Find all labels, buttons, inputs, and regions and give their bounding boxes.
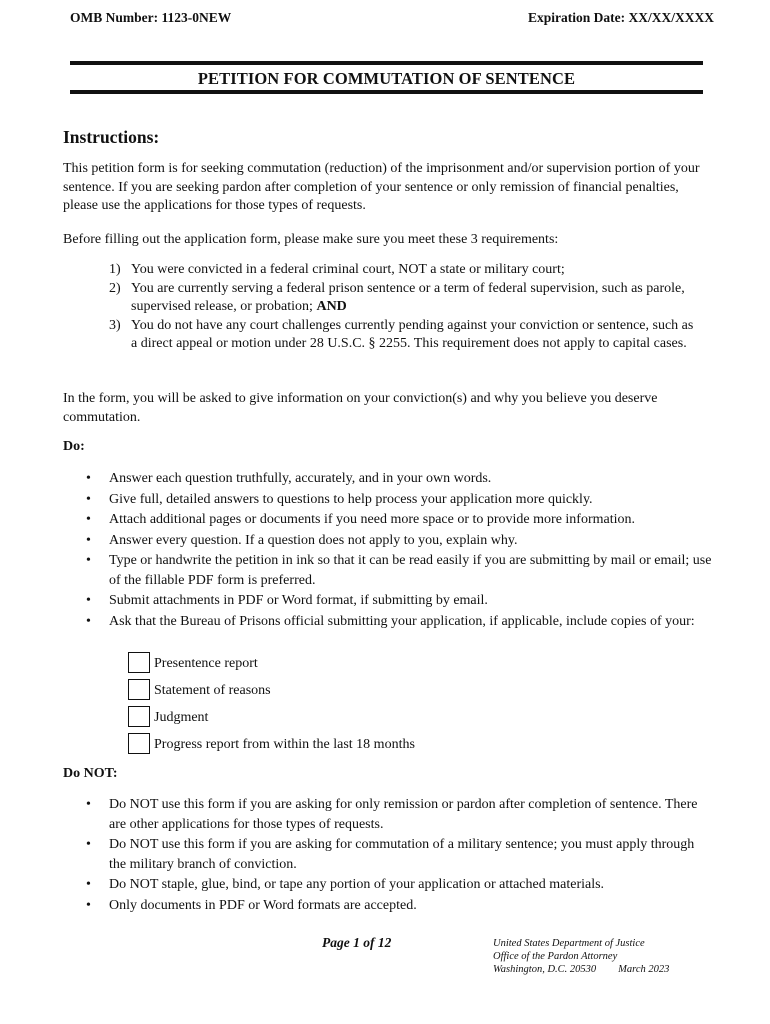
requirement-text: You were convicted in a federal criminal court, NOT a state or military court;: [131, 262, 565, 277]
requirement-item: [0, 280, 702, 317]
requirements-list: [0, 261, 702, 354]
revision-date: March 2023: [618, 964, 670, 975]
title-rule-bottom: [70, 90, 703, 94]
requirement-number: 2): [109, 280, 121, 296]
do-item-text: Ask that the Bureau of Prisons official submitting your application, if applicable, include copies of your:: [109, 613, 695, 629]
do-not-item-text: Do NOT use this form if you are asking for commutation of a military sentence; you must apply through the military branch of conviction.: [109, 837, 695, 872]
progress-report-checkbox[interactable]: [128, 733, 150, 754]
do-item-text: Submit attachments in PDF or Word format, if submitting by email.: [109, 593, 488, 608]
do-not-list: [0, 795, 712, 916]
bullet: •: [86, 877, 91, 892]
bullet: •: [86, 797, 91, 812]
requirement-item: [0, 317, 702, 354]
checklist-label: Judgment: [154, 710, 209, 725]
bullet: •: [86, 897, 91, 913]
omb-number: OMB Number: 1123-0NEW: [70, 10, 232, 25]
bullet: •: [86, 553, 91, 568]
do-item: [0, 510, 712, 530]
do-not-item-text: Only documents in PDF or Word formats are accepted.: [109, 897, 417, 913]
do-item-text: Answer every question. If a question does not apply to you, explain why.: [109, 532, 518, 548]
do-item: [0, 490, 712, 510]
page-number: Page 1 of 12: [322, 935, 392, 950]
do-item: [0, 612, 712, 632]
statement-of-reasons-checkbox[interactable]: [128, 679, 150, 700]
requirement-item: [0, 261, 702, 280]
do-not-heading: Do NOT:: [63, 766, 118, 781]
do-list: [0, 469, 712, 632]
do-not-item-text: Do NOT use this form if you are asking for only remission or pardon after completion of sentence. There are other applications for those types of requests.: [109, 797, 698, 832]
agency-office: Office of the Pardon Attorney: [493, 951, 618, 962]
bullet: •: [86, 837, 91, 852]
form-note: In the form, you will be asked to give information on your conviction(s) and why you believe you deserve commutation.: [63, 391, 658, 425]
do-heading: Do:: [63, 439, 85, 454]
bullet: •: [86, 613, 91, 629]
do-item-text: Attach additional pages or documents if you need more space or to provide more information.: [109, 512, 636, 527]
do-not-item: [0, 835, 712, 874]
judgment-checkbox[interactable]: [128, 706, 150, 727]
do-not-item-text: Do NOT staple, glue, bind, or tape any portion of your application or attached materials.: [109, 877, 605, 892]
requirement-and: AND: [316, 299, 347, 314]
page-title: PETITION FOR COMMUTATION OF SENTENCE: [197, 69, 576, 88]
title-rule-top: [70, 61, 703, 65]
checklist-label: Presentence report: [154, 656, 258, 671]
bullet: •: [86, 512, 91, 527]
do-item: [0, 551, 712, 590]
do-item: [0, 531, 712, 551]
do-item-text: Type or handwrite the petition in ink so that it can be read easily if you are submitting by mail or email; use of the fillable PDF form is preferred.: [109, 553, 712, 588]
bullet: •: [86, 471, 91, 486]
do-item-text: Give full, detailed answers to questions to help process your application more quickly.: [109, 491, 593, 507]
requirement-text: You do not have any court challenges currently pending against your conviction or sentence, such as a direct appeal or motion under 28 U.S.C. § 2255. This requirement does not apply to capital cases.: [131, 317, 694, 351]
do-item: [0, 469, 712, 489]
bullet: •: [86, 532, 91, 548]
presentence-report-checkbox[interactable]: [128, 652, 150, 673]
requirement-number: 3): [109, 317, 121, 333]
do-item-text: Answer each question truthfully, accurately, and in your own words.: [109, 471, 492, 486]
agency-address: Washington, D.C. 20530: [493, 964, 597, 975]
do-not-item: [0, 896, 712, 916]
bullet: •: [86, 491, 91, 507]
bullet: •: [86, 593, 91, 608]
do-not-item: [0, 875, 712, 895]
agency-block: [493, 937, 703, 976]
requirement-text: You are currently serving a federal prison sentence or a term of federal supervision, such as parole, supervised release, or probation;: [131, 280, 685, 314]
agency-address-line: [493, 963, 703, 976]
instructions-heading: Instructions:: [63, 127, 160, 147]
do-item: [0, 591, 712, 611]
checklist-label: Statement of reasons: [154, 683, 271, 698]
requirement-number: 1): [109, 262, 121, 277]
instructions-intro: This petition form is for seeking commutation (reduction) of the imprisonment and/or supervision portion of your sentence. If you are seeking pardon after completion of your sentence or only remission of financial penalties, please use the applications for those types of requests.: [63, 161, 700, 213]
expiration-date: Expiration Date: XX/XX/XXXX: [528, 10, 714, 25]
checklist-label: Progress report from within the last 18 months: [154, 737, 415, 752]
requirements-intro: Before filling out the application form, please make sure you meet these 3 requirements:: [63, 232, 559, 247]
agency-name: United States Department of Justice: [493, 938, 645, 949]
do-not-item: [0, 795, 712, 834]
